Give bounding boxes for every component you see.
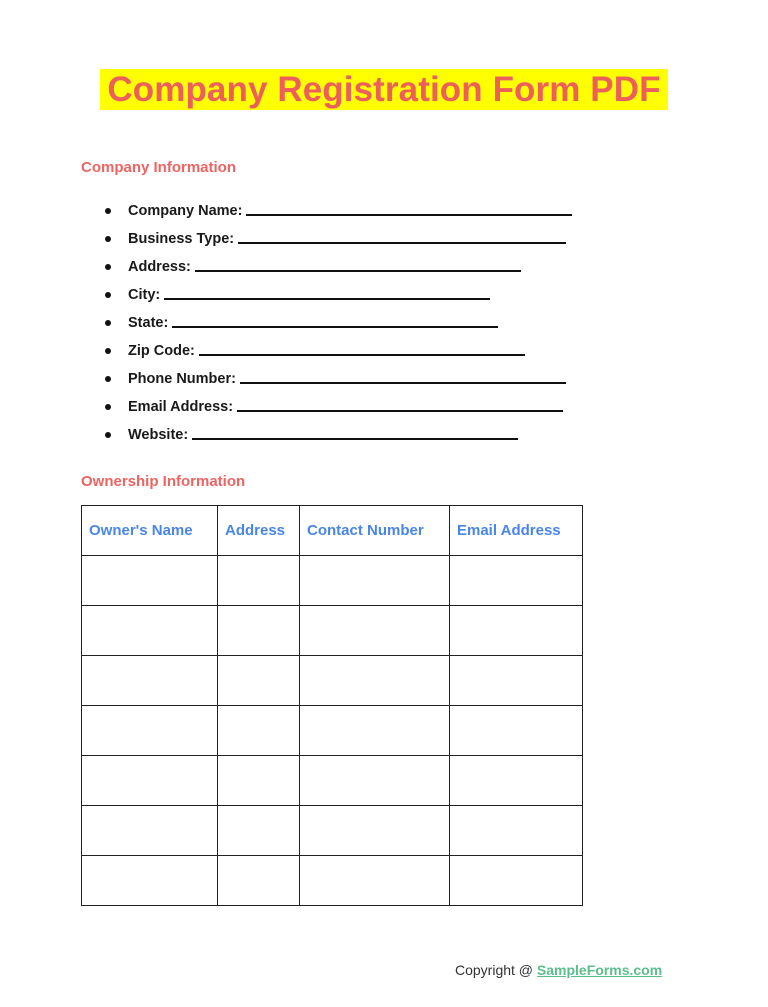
table-cell[interactable] bbox=[300, 756, 450, 806]
column-header: Contact Number bbox=[300, 506, 450, 556]
column-header: Address bbox=[218, 506, 300, 556]
table-cell[interactable] bbox=[450, 856, 583, 906]
bullet-icon bbox=[105, 376, 111, 382]
field-label: Company Name: bbox=[128, 200, 572, 222]
copyright-footer bbox=[455, 962, 662, 978]
fill-in-line[interactable] bbox=[172, 312, 498, 328]
page-title: Company Registration Form PDF bbox=[107, 70, 661, 109]
field-label: City: bbox=[128, 284, 490, 306]
fill-in-line[interactable] bbox=[246, 200, 572, 216]
table-row bbox=[82, 756, 583, 806]
table-cell[interactable] bbox=[218, 806, 300, 856]
fill-in-line[interactable] bbox=[238, 228, 566, 244]
ownership-table bbox=[81, 505, 583, 906]
bullet-icon bbox=[105, 208, 111, 214]
field-label: State: bbox=[128, 312, 498, 334]
table-cell[interactable] bbox=[82, 806, 218, 856]
column-header: Email Address bbox=[450, 506, 583, 556]
table-cell[interactable] bbox=[450, 806, 583, 856]
table-row bbox=[82, 706, 583, 756]
fill-in-line[interactable] bbox=[237, 396, 563, 412]
fill-in-line[interactable] bbox=[199, 340, 525, 356]
field-label: Business Type: bbox=[128, 228, 566, 250]
fill-in-line[interactable] bbox=[192, 424, 518, 440]
table-header-row bbox=[82, 506, 583, 556]
sampleforms-link[interactable]: SampleForms.com bbox=[536, 962, 663, 978]
bullet-icon bbox=[105, 348, 111, 354]
table-cell[interactable] bbox=[218, 606, 300, 656]
table-cell[interactable] bbox=[82, 606, 218, 656]
table-cell[interactable] bbox=[450, 556, 583, 606]
field-label: Address: bbox=[128, 256, 521, 278]
company-information-heading: Company Information bbox=[81, 159, 237, 176]
table-cell[interactable] bbox=[300, 806, 450, 856]
table-cell[interactable] bbox=[218, 856, 300, 906]
fill-in-line[interactable] bbox=[195, 256, 521, 272]
table-cell[interactable] bbox=[450, 606, 583, 656]
title-highlight bbox=[100, 69, 668, 110]
table-cell[interactable] bbox=[300, 656, 450, 706]
bullet-icon bbox=[105, 292, 111, 298]
table-cell[interactable] bbox=[300, 856, 450, 906]
table-row bbox=[82, 656, 583, 706]
table-row bbox=[82, 606, 583, 656]
fill-in-line[interactable] bbox=[240, 368, 566, 384]
bullet-icon bbox=[105, 404, 111, 410]
table-cell[interactable] bbox=[218, 706, 300, 756]
table-cell[interactable] bbox=[82, 756, 218, 806]
table-row bbox=[82, 806, 583, 856]
bullet-icon bbox=[105, 432, 111, 438]
field-label: Zip Code: bbox=[128, 340, 525, 362]
fill-in-line[interactable] bbox=[164, 284, 490, 300]
table-cell[interactable] bbox=[300, 706, 450, 756]
table-row bbox=[82, 556, 583, 606]
table-cell[interactable] bbox=[450, 756, 583, 806]
field-label: Phone Number: bbox=[128, 368, 566, 390]
bullet-icon bbox=[105, 264, 111, 270]
table-cell[interactable] bbox=[300, 556, 450, 606]
table-cell[interactable] bbox=[82, 556, 218, 606]
table-row bbox=[82, 856, 583, 906]
copyright-text: Copyright @ bbox=[455, 962, 537, 978]
table-cell[interactable] bbox=[218, 756, 300, 806]
table-cell[interactable] bbox=[82, 856, 218, 906]
ownership-information-heading: Ownership Information bbox=[81, 473, 246, 490]
table-cell[interactable] bbox=[82, 656, 218, 706]
table-cell[interactable] bbox=[218, 556, 300, 606]
table-cell[interactable] bbox=[218, 656, 300, 706]
field-label: Email Address: bbox=[128, 396, 563, 418]
table-cell[interactable] bbox=[82, 706, 218, 756]
bullet-icon bbox=[105, 236, 111, 242]
column-header: Owner's Name bbox=[82, 506, 218, 556]
bullet-icon bbox=[105, 320, 111, 326]
table-cell[interactable] bbox=[300, 606, 450, 656]
field-label: Website: bbox=[128, 424, 518, 446]
table-cell[interactable] bbox=[450, 656, 583, 706]
table-cell[interactable] bbox=[450, 706, 583, 756]
